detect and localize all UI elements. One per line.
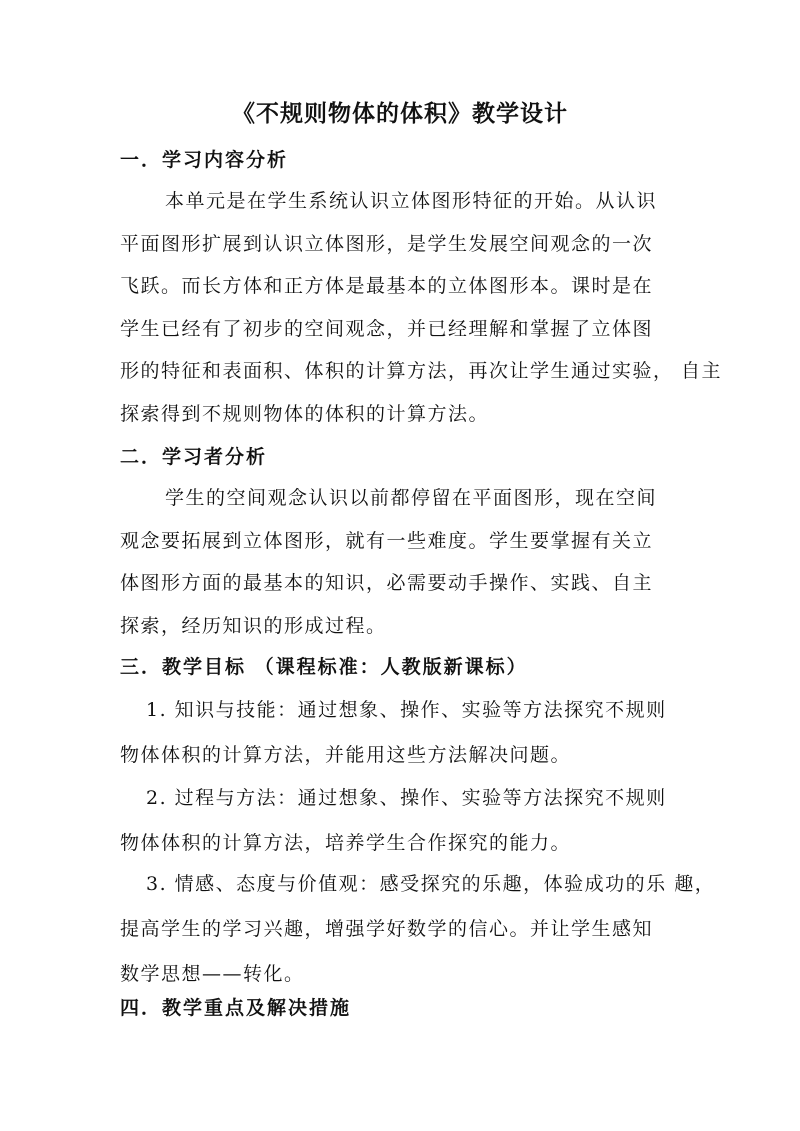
paragraph-line: 本单元是在学生系统认识立体图形特征的开始。从认识 (165, 190, 658, 212)
section-heading-content-analysis: 一．学习内容分析 (120, 149, 289, 171)
paragraph-line: 学生的空间观念认识以前都停留在平面图形，现在空间 (165, 487, 658, 509)
objective-line: 数学思想——转化。 (120, 963, 305, 985)
paragraph-line: 飞跃。而长方体和正方体是最基本的立体图形本。课时是在 (120, 275, 654, 297)
objective-item-attitude (120, 862, 716, 997)
paragraph-line: 形的特征和表面积、体积的计算方法，再次让学生通过实验， 自主 (120, 360, 723, 382)
section-heading-learner-analysis: 二．学习者分析 (120, 446, 268, 468)
section-body-learner-analysis (120, 477, 700, 647)
paragraph-line: 观念要拓展到立体图形，就有一些难度。学生要掌握有关立 (120, 529, 654, 552)
section-heading-key-points: 四．教学重点及解决措施 (120, 997, 352, 1019)
objective-line: 2. 过程与方法：通过想象、操作、实验等方法探究不规则 (146, 787, 667, 809)
objective-line: 1. 知识与技能：通过想象、操作、实验等方法探究不规则 (146, 699, 667, 721)
objective-line: 3. 情感、态度与价值观：感受探究的乐趣，体验成功的乐 趣， (146, 873, 716, 895)
objective-item-knowledge (120, 688, 700, 778)
section-body-content-analysis (120, 180, 723, 435)
objective-line: 提高学生的学习兴趣，增强学好数学的信心。并让学生感知 (120, 918, 654, 940)
objective-line: 物体体积的计算方法，并能用这些方法解决问题。 (120, 744, 572, 766)
paragraph-line: 探索得到不规则物体的体积的计算方法。 (120, 402, 490, 425)
paragraph-line: 体图形方面的最基本的知识，必需要动手操作、实践、自主 (120, 572, 654, 594)
objective-item-process (120, 776, 700, 866)
paragraph-line: 探索，经历知识的形成过程。 (120, 614, 387, 637)
paragraph-line: 平面图形扩展到认识立体图形，是学生发展空间观念的一次 (120, 232, 654, 255)
objective-line: 物体体积的计算方法，培养学生合作探究的能力。 (120, 832, 572, 854)
section-heading-teaching-objectives: 三．教学目标 （课程标准：人教版新课标） (120, 656, 528, 678)
paragraph-line: 学生已经有了初步的空间观念，并已经理解和掌握了立体图 (120, 317, 654, 340)
document-title: 《不规则物体的体积》教学设计 (232, 100, 568, 127)
